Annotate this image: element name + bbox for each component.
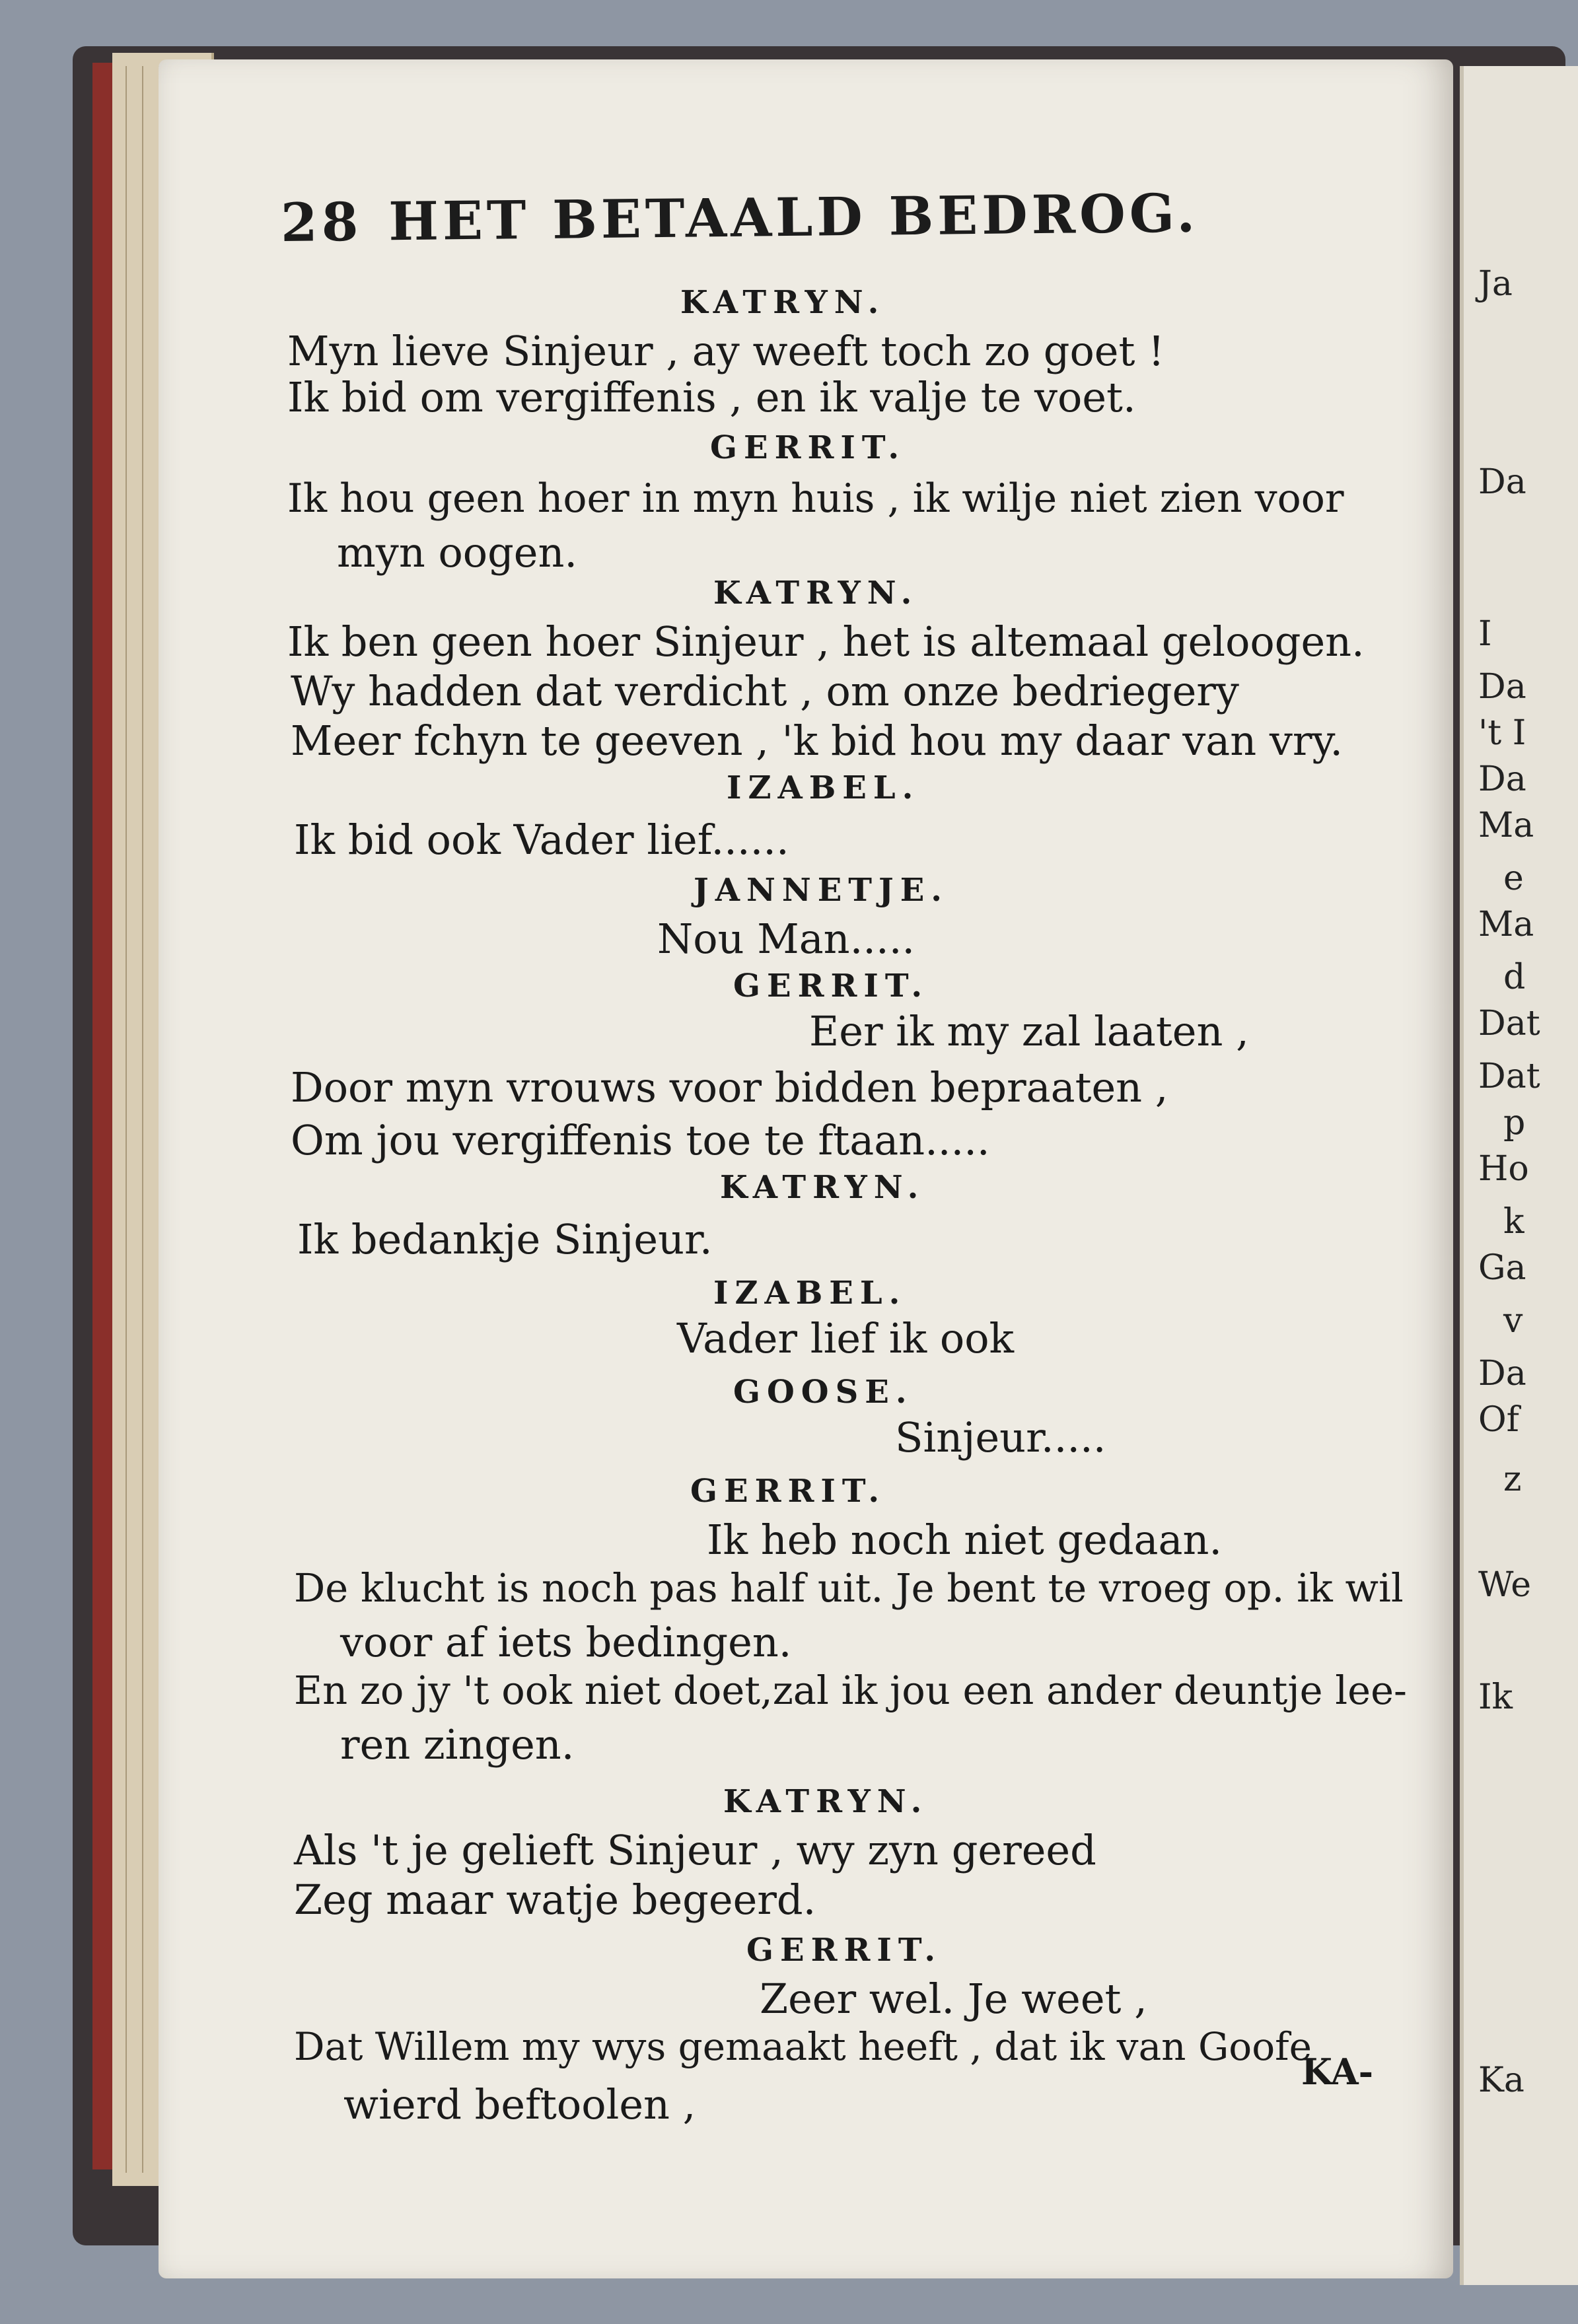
text-line: Nou Man..... — [657, 915, 915, 963]
text-line: Als 't je gelieft Sinjeur , wy zyn gereed — [294, 1826, 1096, 1874]
text-line: voor af iets bedingen. — [340, 1618, 792, 1666]
facing-page-fragment: Da — [1478, 462, 1526, 502]
text-line: Om jou vergiffenis toe te ftaan..... — [291, 1116, 990, 1164]
facing-page-fragment: e — [1503, 859, 1524, 898]
text-line: Ik ben geen hoer Sinjeur , het is altemaal geloogen. — [287, 617, 1365, 666]
catchword: KA- — [1301, 2051, 1374, 2093]
text-line: wierd beftoolen , — [343, 2080, 696, 2129]
facing-page-fragment: Da — [1478, 759, 1526, 799]
speaker-name: GERRIT. — [710, 429, 906, 466]
facing-page-fragment: v — [1503, 1301, 1523, 1341]
text-line: Wy hadden dat verdicht , om onze bedriegery — [291, 667, 1239, 715]
text-line: Door myn vrouws voor bidden bepraaten , — [291, 1063, 1168, 1111]
text-line: Ik bedankje Sinjeur. — [297, 1215, 713, 1263]
facing-page-fragment: k — [1503, 1202, 1524, 1242]
page-number: 28 — [280, 190, 363, 254]
speaker-name: KATRYN. — [713, 575, 919, 612]
facing-page-fragment: Of — [1478, 1400, 1519, 1440]
speaker-name: GERRIT. — [733, 968, 929, 1004]
text-line: ren zingen. — [340, 1720, 575, 1769]
facing-page-fragment: Ka — [1478, 2060, 1524, 2100]
running-header — [281, 182, 1200, 254]
speaker-name: IZABEL. — [727, 769, 920, 806]
text-line: Ik bid om vergiffenis , en ik valje te voet. — [287, 373, 1136, 421]
facing-page-fragment: d — [1503, 958, 1526, 997]
text-line: De klucht is noch pas half uit. Je bent te vroeg op. ik wil — [294, 1565, 1404, 1611]
facing-page-fragment: Dat — [1478, 1057, 1540, 1096]
speaker-name: KATRYN. — [720, 1169, 925, 1206]
text-line: Meer fchyn te geeven , 'k bid hou my daar van vry. — [291, 717, 1344, 765]
facing-page-fragment: 't I — [1478, 713, 1526, 753]
facing-page-fragment: p — [1503, 1103, 1526, 1143]
facing-page-fragment: Dat — [1478, 1004, 1540, 1043]
running-title: HET BETAALD BEDROG. — [388, 182, 1200, 253]
facing-page-fragment: Ga — [1478, 1248, 1526, 1288]
facing-page — [1460, 66, 1578, 2285]
speaker-name: GERRIT. — [690, 1473, 886, 1510]
text-line: En zo jy 't ook niet doet,zal ik jou een ander deuntje lee- — [294, 1668, 1407, 1713]
text-line: Sinjeur..... — [895, 1413, 1106, 1461]
facing-page-fragment: Ho — [1478, 1149, 1529, 1189]
text-line: Ik hou geen hoer in myn huis , ik wilje niet zien voor — [287, 475, 1344, 522]
facing-page-fragment: Ja — [1478, 264, 1513, 304]
facing-page-fragment: Da — [1478, 667, 1526, 707]
text-line: Eer ik my zal laaten , — [809, 1007, 1249, 1055]
facing-page-fragment: Ma — [1478, 806, 1534, 845]
text-line: Zeg maar watje begeerd. — [294, 1876, 816, 1924]
text-line: Zeer wel. Je weet , — [760, 1975, 1147, 2023]
facing-page-fragment: Ma — [1478, 905, 1534, 944]
facing-page-fragment: I — [1478, 614, 1492, 654]
text-line: Vader lief ik ook — [677, 1314, 1015, 1362]
speaker-name: JANNETJE. — [694, 872, 949, 909]
speaker-name: KATRYN. — [723, 1783, 929, 1820]
speaker-name: IZABEL. — [713, 1275, 907, 1312]
speaker-name: GERRIT. — [746, 1932, 943, 1969]
text-line: Dat Willem my wys gemaakt heeft , dat ik van Goofe — [294, 2024, 1312, 2069]
facing-page-fragment: z — [1503, 1460, 1522, 1499]
text-line: Ik bid ook Vader lief...... — [294, 816, 789, 864]
text-line: Myn lieve Sinjeur , ay weeft toch zo goet ! — [287, 327, 1165, 375]
speaker-name: GOOSE. — [733, 1374, 914, 1411]
facing-page-fragment: Da — [1478, 1354, 1526, 1393]
facing-page-fragment: Ik — [1478, 1677, 1513, 1717]
facing-page-fragment: We — [1478, 1565, 1531, 1605]
text-line: Ik heb noch niet gedaan. — [707, 1516, 1223, 1564]
speaker-name: KATRYN. — [680, 284, 886, 321]
text-line: myn oogen. — [337, 528, 578, 577]
